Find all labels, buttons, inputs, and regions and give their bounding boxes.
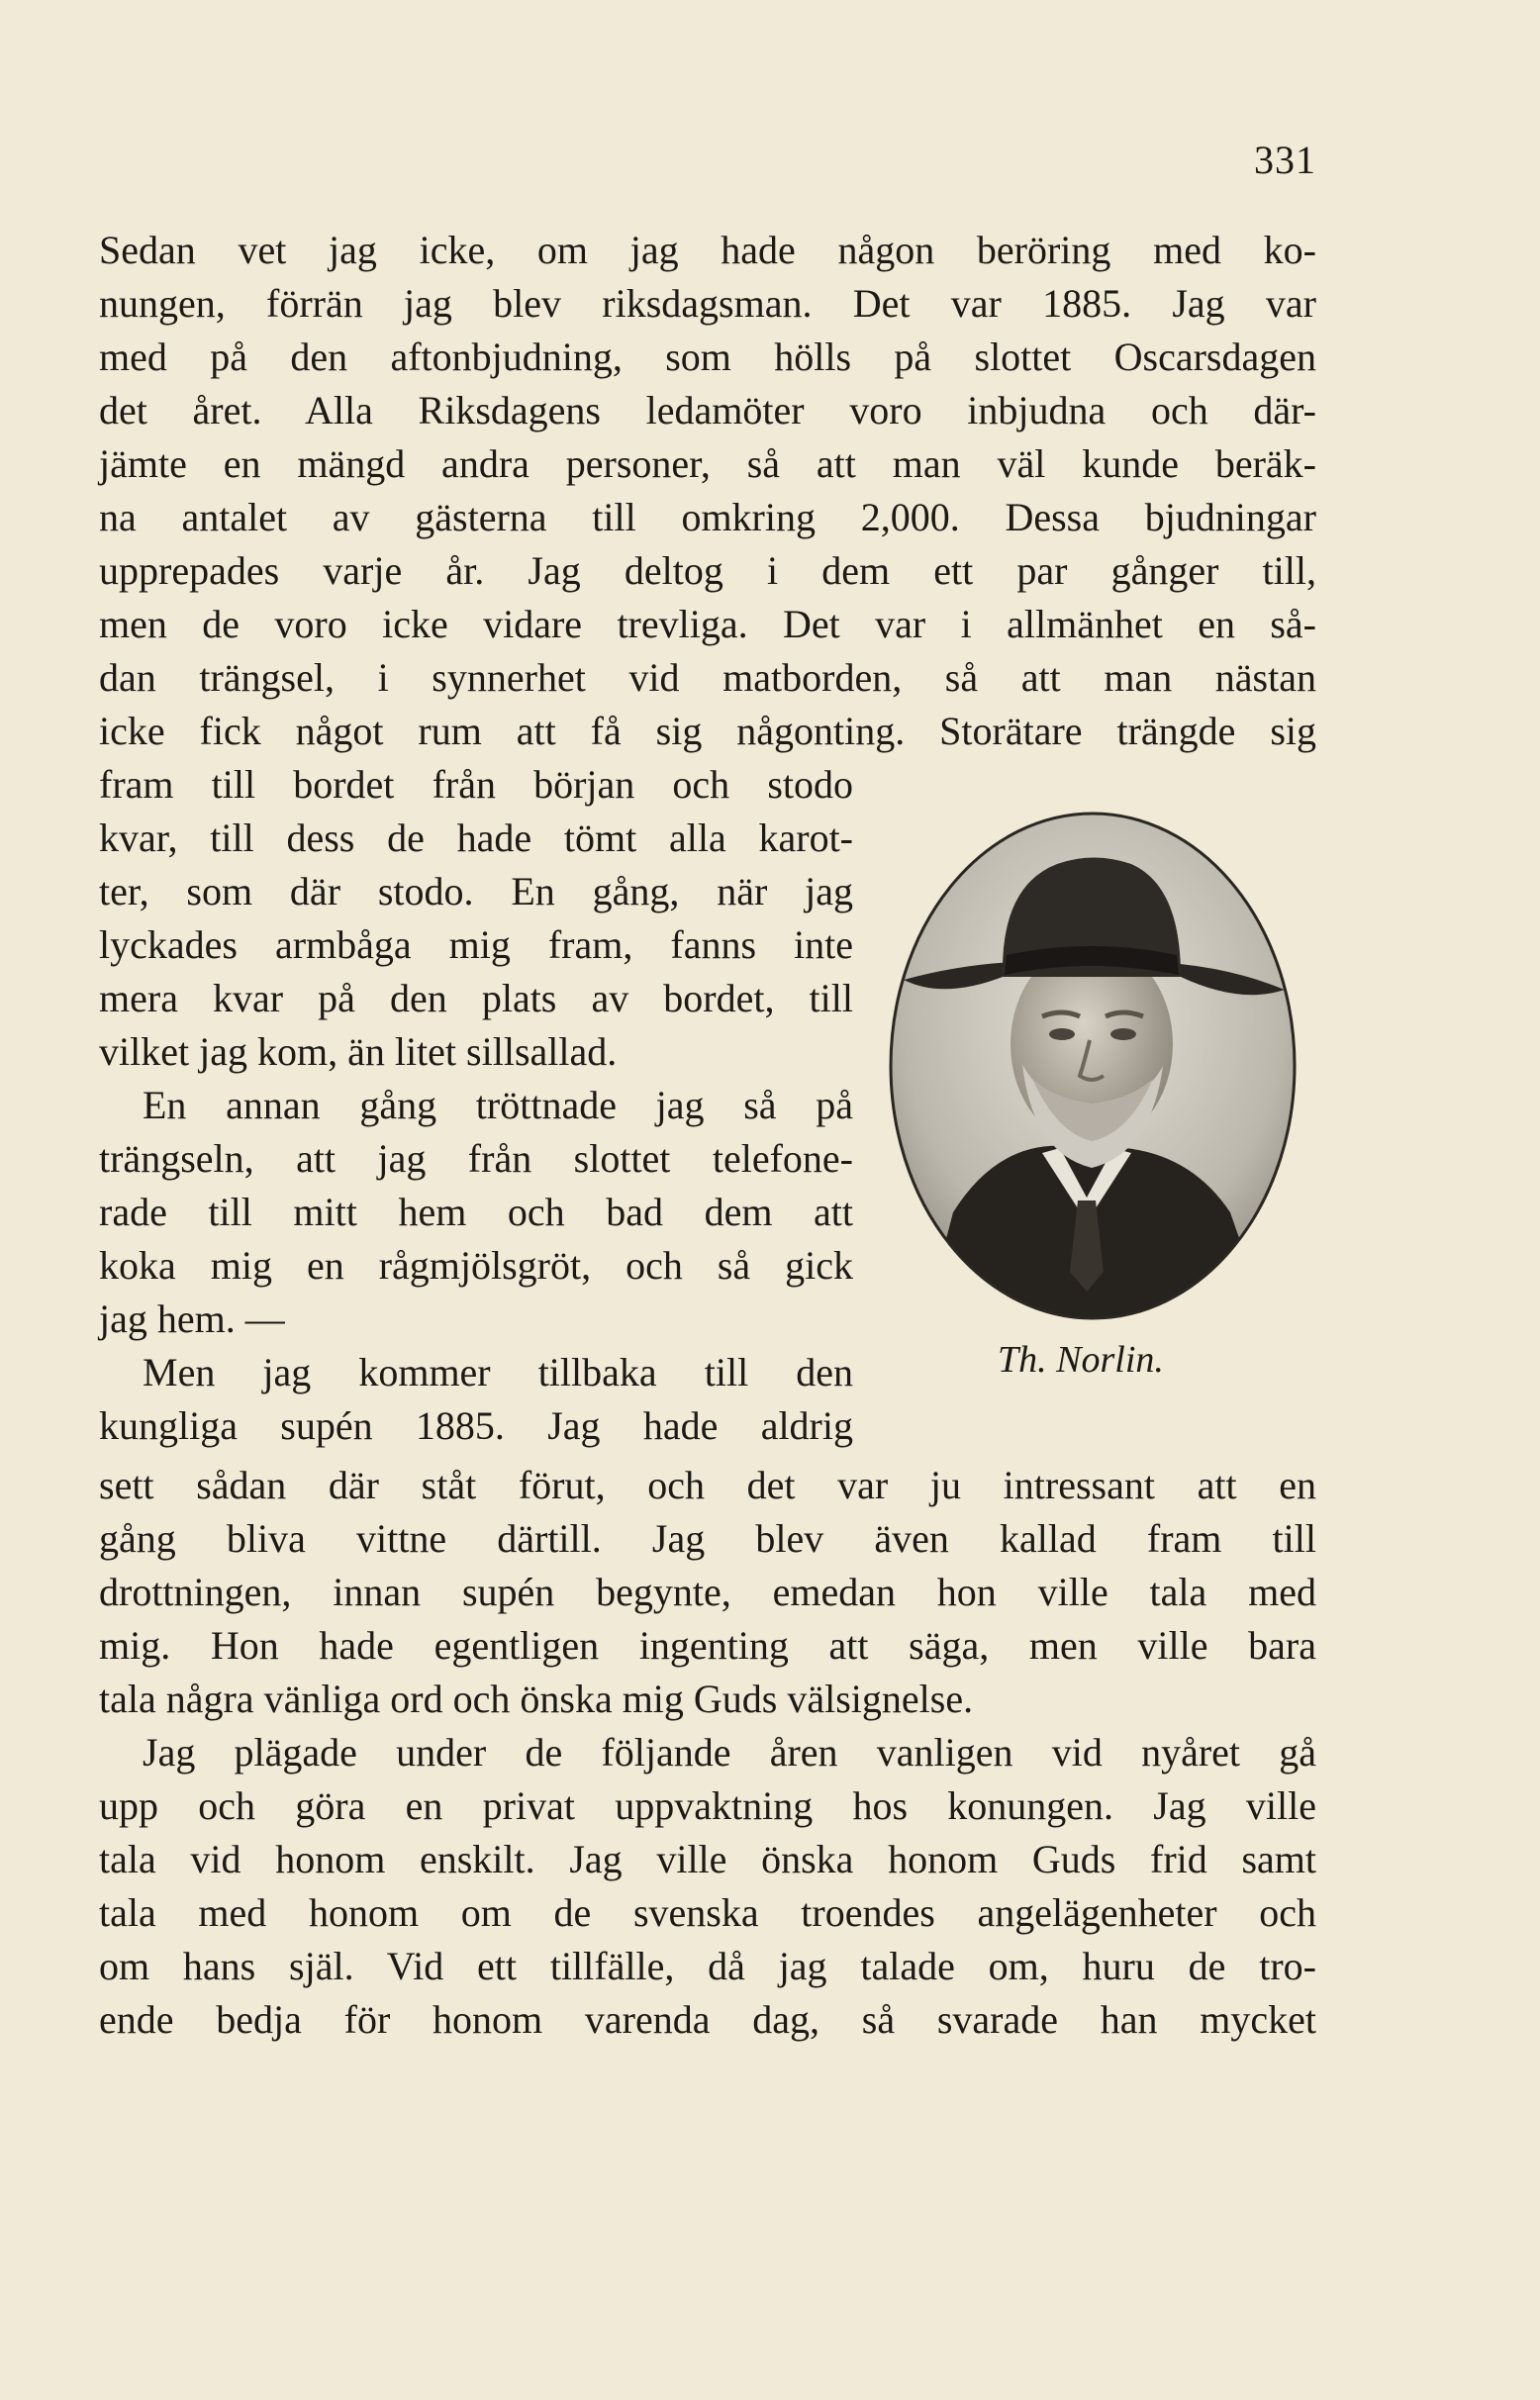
text-line: men de voro icke vidare trevliga. Det var i allmänhet en så- [99,602,1316,646]
text-line: jämte en mängd andra personer, så att man väl kunde beräk- [99,441,1316,486]
paragraph-beside-portrait [99,758,853,1453]
text-line: kungliga supén 1885. Jag hade aldrig [99,1403,853,1448]
text-line: med på den aftonbjudning, som hölls på slottet Oscarsdagen [99,335,1316,379]
text-line: koka mig en rågmjölsgröt, och så gick [99,1243,853,1288]
text-line: tala vid honom enskilt. Jag ville önska honom Guds frid samt [99,1837,1316,1881]
text-line: vilket jag kom, än litet sillsallad. [99,1029,618,1074]
text-line: Men jag kommer tillbaka till den [143,1350,853,1394]
text-line: jag hem. — [99,1296,285,1341]
text-line: Sedan vet jag icke, om jag hade någon beröring med ko- [99,228,1316,272]
text-line: sett sådan där ståt förut, och det var ju intressant att en [99,1463,1316,1507]
paragraph-bottom [99,1459,1316,2047]
text-line: mig. Hon hade egentligen ingenting att säga, men ville bara [99,1623,1316,1668]
text-line: tala med honom om de svenska troendes angelägenheter och [99,1890,1316,1935]
text-line: upp och göra en privat uppvaktning hos konungen. Jag ville [99,1783,1316,1828]
text-line: icke fick något rum att få sig någonting. Storätare trängde sig [99,709,1316,753]
text-line: Jag plägade under de följande åren vanligen vid nyåret gå [143,1730,1316,1775]
portrait-illustration [884,807,1301,1326]
text-line: dan trängsel, i synnerhet vid matborden, så att man nästan [99,655,1316,700]
text-line: lyckades armbåga mig fram, fanns inte [99,922,853,967]
text-line: trängseln, att jag från slottet telefone- [99,1136,853,1181]
text-line: gång bliva vittne därtill. Jag blev även kallad fram till [99,1516,1316,1561]
text-line: om hans själ. Vid ett tillfälle, då jag talade om, huru de tro- [99,1944,1316,1988]
text-line: na antalet av gästerna till omkring 2,000. Dessa bjudningar [99,495,1316,539]
text-line: ende bedja för honom varenda dag, så svarade han mycket [99,1997,1316,2042]
portrait-caption: Th. Norlin. [998,1339,1164,1381]
text-line: det året. Alla Riksdagens ledamöter voro inbjudna och där- [99,388,1316,432]
text-line: mera kvar på den plats av bordet, till [99,976,853,1020]
portrait-photo [884,807,1301,1326]
page-number: 331 [1254,138,1316,182]
text-line: kvar, till dess de hade tömt alla karot- [99,816,853,860]
text-line: tala några vänliga ord och önska mig Guds välsignelse. [99,1677,974,1721]
text-line: drottningen, innan supén begynte, emedan hon ville tala med [99,1570,1316,1614]
paragraph-top [99,224,1316,758]
text-line: rade till mitt hem och bad dem att [99,1190,853,1234]
text-line: ter, som där stodo. En gång, när jag [99,869,853,913]
text-line: fram till bordet från början och stodo [99,762,853,807]
text-line: nungen, förrän jag blev riksdagsman. Det var 1885. Jag var [99,281,1316,326]
text-line: upprepades varje år. Jag deltog i dem ett par gånger till, [99,548,1316,593]
text-line: En annan gång tröttnade jag så på [143,1083,853,1127]
